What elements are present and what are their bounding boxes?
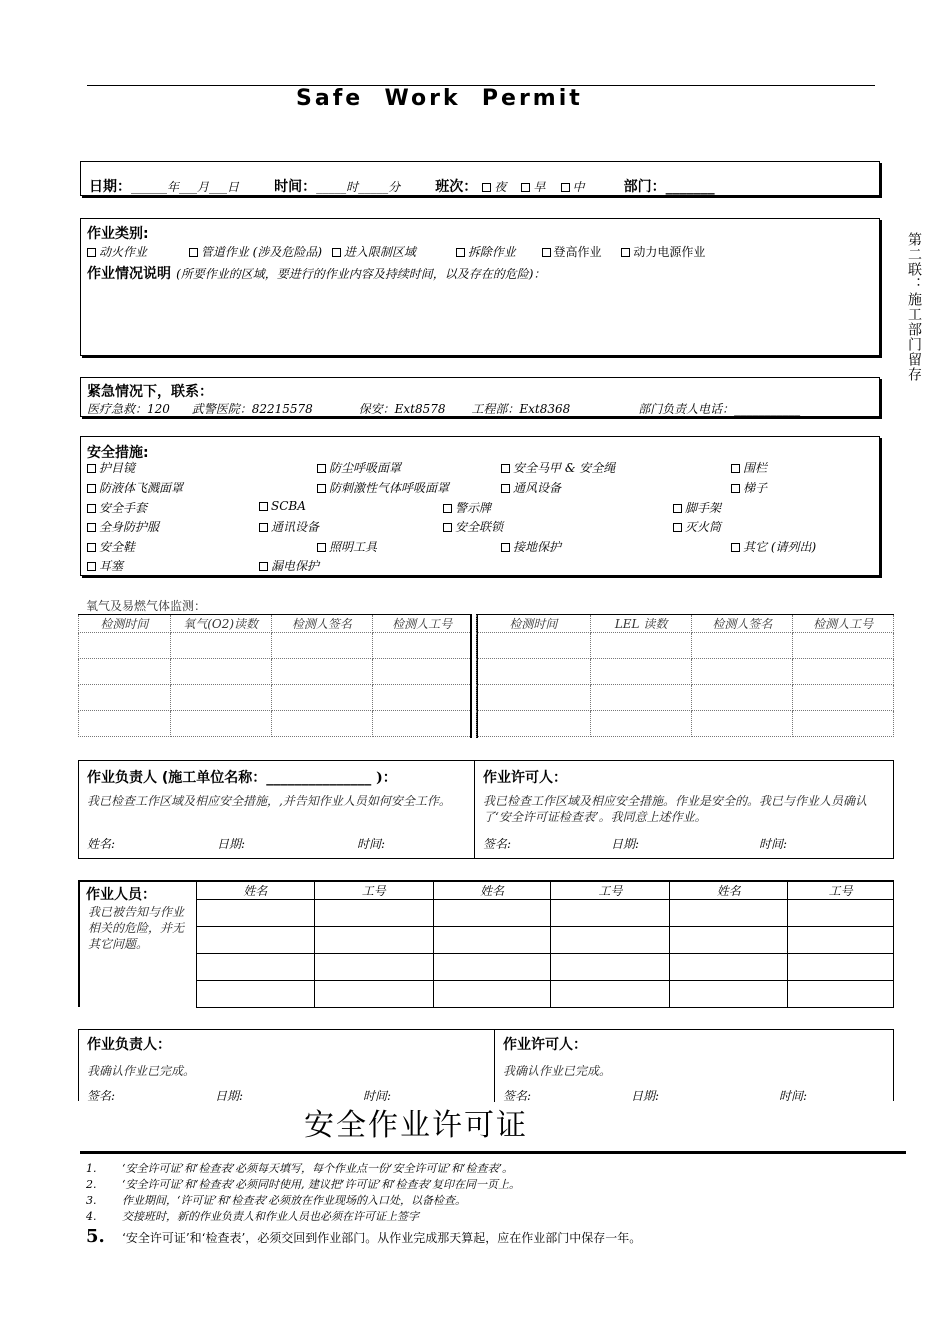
responsible-date-field[interactable]: 日期: <box>217 837 246 851</box>
col-header: LEL 读数 <box>590 615 692 633</box>
safety-item-label: 防尘呼吸面罩 <box>329 461 402 475</box>
safety-item[interactable] <box>443 518 503 535</box>
safety-item[interactable] <box>673 499 721 516</box>
table-cell[interactable] <box>314 900 433 927</box>
shift-option-night[interactable]: 夜 <box>482 180 506 194</box>
gas-table-left <box>78 614 472 737</box>
table-cell[interactable] <box>197 954 315 981</box>
table-cell[interactable] <box>314 954 433 981</box>
table-cell[interactable] <box>670 981 788 1008</box>
work-desc-label: 作业情况说明 <box>87 266 171 282</box>
safety-item-label: 防刺激性气体呼吸面罩 <box>329 481 450 495</box>
completion-issuer-text: 我确认作业已完成。 <box>503 1064 612 1078</box>
table-cell[interactable] <box>692 633 793 659</box>
work-type-height[interactable]: 登高作业 <box>542 245 602 259</box>
safety-item-label: 脚手架 <box>685 501 722 515</box>
issuer-title: 作业许可人： <box>483 770 567 786</box>
safety-item-label: 护目镜 <box>99 461 136 475</box>
table-cell[interactable] <box>433 927 551 954</box>
checkbox-icon <box>87 504 96 513</box>
table-cell[interactable] <box>551 981 670 1008</box>
checkbox-icon <box>87 248 96 257</box>
table-row <box>79 659 472 685</box>
table-cell[interactable] <box>197 981 315 1008</box>
table-cell[interactable] <box>551 927 670 954</box>
col-header: 姓名 <box>197 881 315 900</box>
dept-field[interactable]: _______ <box>665 179 715 195</box>
checkbox-icon <box>456 248 465 257</box>
work-type-power[interactable]: 动力电源作业 <box>621 245 705 259</box>
safety-item[interactable] <box>87 479 183 496</box>
table-cell[interactable] <box>433 981 551 1008</box>
table-cell[interactable] <box>373 659 472 685</box>
safety-item-label: 安全鞋 <box>99 540 136 554</box>
table-cell[interactable] <box>373 685 472 711</box>
safety-item[interactable] <box>317 459 401 476</box>
table-cell[interactable] <box>793 659 894 685</box>
safety-item-label: SCBA <box>271 499 306 513</box>
safety-item-label: 安全手套 <box>99 501 148 515</box>
table-row <box>79 685 472 711</box>
completion-issuer-time[interactable]: 时间: <box>779 1089 808 1103</box>
table-cell[interactable] <box>433 954 551 981</box>
table-row <box>197 900 894 927</box>
table-cell[interactable] <box>590 633 692 659</box>
col-header: 检测人签名 <box>271 615 373 633</box>
table-cell[interactable] <box>170 711 271 737</box>
chinese-title: 安全作业许可证 <box>304 1108 528 1143</box>
safety-item[interactable] <box>501 479 561 496</box>
safety-item-label: 接地保护 <box>513 540 562 554</box>
shift-option-morning[interactable]: 早 <box>521 180 545 194</box>
safety-item-label: 漏电保护 <box>271 559 320 573</box>
safety-section <box>80 436 880 576</box>
table-row <box>477 685 894 711</box>
safety-item-label: 围栏 <box>743 461 768 475</box>
note-item: 2. ‘安全许可证’和‘检查表’必须同时使用, 建议把‘许可证’和‘检查表’复印在同一页上。 <box>86 1178 520 1191</box>
safety-item[interactable] <box>87 499 147 516</box>
table-cell[interactable] <box>477 659 591 685</box>
safety-item[interactable] <box>673 518 721 535</box>
table-row <box>197 927 894 954</box>
table-cell[interactable] <box>170 633 271 659</box>
table-row <box>477 659 894 685</box>
workers-table <box>196 880 894 1008</box>
checkbox-icon <box>332 248 341 257</box>
page-title: Safe Work Permit <box>296 86 583 111</box>
responsible-title: 作业负责人 (施工单位名称： <box>87 770 267 786</box>
table-cell[interactable] <box>477 711 591 737</box>
work-type-demolition[interactable]: 拆除作业 <box>456 245 516 259</box>
table-cell[interactable] <box>551 954 670 981</box>
table-cell[interactable] <box>670 900 788 927</box>
safety-item-label: 照明工具 <box>329 540 378 554</box>
hospital-number: 武警医院：82215578 <box>191 402 313 416</box>
table-row <box>477 711 894 737</box>
checkbox-icon <box>87 464 96 473</box>
safety-item[interactable] <box>87 538 135 555</box>
note-item: 1. ‘安全许可证’和‘检查表’必须每天填写，每个作业点一份‘安全许可证’和‘检查表’。 <box>86 1162 513 1175</box>
note-item: 4. 交接班时，新的作业负责人和作业人员也必须在许可证上签字 <box>86 1210 419 1223</box>
safety-item[interactable] <box>87 557 123 574</box>
work-desc-field[interactable] <box>87 283 873 351</box>
safety-item[interactable] <box>259 518 319 535</box>
safety-item-label: 其它 (请列出) <box>743 540 817 554</box>
safety-item-label: 通风设备 <box>513 481 562 495</box>
work-type-section <box>80 218 880 356</box>
col-header: 检测人工号 <box>793 615 894 633</box>
col-header: 检测人签名 <box>692 615 793 633</box>
safety-item[interactable] <box>731 459 767 476</box>
safety-item-label: 梯子 <box>743 481 768 495</box>
responsible-statement: 我已检查工作区域及相应安全措施，,并告知作业人员如何安全工作。 <box>87 794 451 808</box>
approval-section <box>78 760 894 859</box>
col-header: 氧气(O2)读数 <box>170 615 271 633</box>
completion-issuer-date[interactable]: 日期: <box>631 1089 660 1103</box>
checkbox-icon <box>443 523 452 532</box>
table-cell[interactable] <box>788 954 894 981</box>
safety-item[interactable] <box>731 479 767 496</box>
security-ext: 保安：Ext8578 <box>358 402 446 416</box>
time-label: 时间： <box>274 179 317 195</box>
table-cell[interactable] <box>79 633 171 659</box>
safety-item[interactable] <box>259 499 306 513</box>
table-cell[interactable] <box>271 711 373 737</box>
table-cell[interactable] <box>197 900 315 927</box>
table-cell[interactable] <box>551 900 670 927</box>
checkbox-icon <box>87 484 96 493</box>
checkbox-icon <box>561 183 570 192</box>
checkbox-icon <box>621 248 630 257</box>
table-cell[interactable] <box>788 900 894 927</box>
date-row <box>80 161 880 196</box>
table-cell[interactable] <box>271 633 373 659</box>
safety-item[interactable] <box>731 538 816 555</box>
table-row <box>197 954 894 981</box>
col-header: 工号 <box>788 881 894 900</box>
date-field[interactable]: ______年___月___日 <box>131 180 240 194</box>
checkbox-icon <box>87 523 96 532</box>
safety-item[interactable] <box>501 459 615 476</box>
work-type-hot[interactable]: 动火作业 <box>87 245 147 259</box>
completion-responsible-date[interactable]: 日期: <box>215 1089 244 1103</box>
issuer-time-field[interactable]: 时间: <box>759 837 788 851</box>
table-cell[interactable] <box>477 685 591 711</box>
copy-note: 第二联：施工部门留存 <box>906 232 922 382</box>
safety-item-label: 全身防护服 <box>99 520 160 534</box>
checkbox-icon <box>87 543 96 552</box>
checkbox-icon <box>317 484 326 493</box>
table-cell[interactable] <box>271 685 373 711</box>
checkbox-icon <box>731 464 740 473</box>
checkbox-icon <box>673 523 682 532</box>
checkbox-icon <box>501 464 510 473</box>
engineering-ext: 工程部：Ext8368 <box>471 402 571 416</box>
table-cell[interactable] <box>79 685 171 711</box>
table-cell[interactable] <box>590 659 692 685</box>
checkbox-icon <box>259 502 268 511</box>
col-header: 工号 <box>551 881 670 900</box>
safety-item-label: 耳塞 <box>99 559 124 573</box>
table-cell[interactable] <box>692 659 793 685</box>
table-row <box>197 981 894 1008</box>
table-cell[interactable] <box>793 685 894 711</box>
workers-section <box>78 880 196 1007</box>
bottom-rule <box>80 1151 906 1154</box>
medical-number: 医疗急救：120 <box>87 402 170 416</box>
table-cell[interactable] <box>670 927 788 954</box>
col-header: 检测时间 <box>477 615 591 633</box>
checkbox-icon <box>673 504 682 513</box>
checkbox-icon <box>259 562 268 571</box>
col-header: 工号 <box>314 881 433 900</box>
safety-item-label: 安全马甲 & 安全绳 <box>513 461 616 475</box>
safety-item-label: 警示牌 <box>455 501 492 515</box>
completion-issuer-sign[interactable]: 签名: <box>503 1089 532 1103</box>
table-cell[interactable] <box>590 711 692 737</box>
issuer-date-field[interactable]: 日期: <box>611 837 640 851</box>
completion-responsible-title: 作业负责人： <box>87 1037 171 1053</box>
work-type-confined[interactable]: 进入限制区域 <box>332 245 416 259</box>
checkbox-icon <box>501 543 510 552</box>
col-header: 姓名 <box>670 881 788 900</box>
emergency-label: 紧急情况下，联系： <box>87 384 213 400</box>
safety-item[interactable] <box>87 518 159 535</box>
table-cell[interactable] <box>670 954 788 981</box>
safety-item[interactable] <box>87 459 135 476</box>
safety-item[interactable] <box>317 538 377 555</box>
checkbox-icon <box>731 543 740 552</box>
gas-table-right <box>476 614 894 737</box>
table-cell[interactable] <box>170 685 271 711</box>
table-cell[interactable] <box>692 711 793 737</box>
table-cell[interactable] <box>590 685 692 711</box>
workers-label: 作业人员： <box>86 887 156 903</box>
work-type-pipe[interactable]: 管道作业 (涉及危险品) <box>189 245 322 259</box>
dept-phone-field[interactable]: 部门负责人电话：___________ <box>638 402 801 416</box>
note-item: 5. ‘安全许可证’和‘检查表’，必须交回到作业部门。从作业完成那天算起，应在作业部门中保存一年。 <box>86 1226 642 1247</box>
checkbox-icon <box>87 562 96 571</box>
table-cell[interactable] <box>170 659 271 685</box>
work-desc-hint: (所要作业的区域，要进行的作业内容及持续时间，以及存在的危险)： <box>176 267 546 281</box>
col-header: 姓名 <box>433 881 551 900</box>
safety-item-label: 通讯设备 <box>271 520 320 534</box>
completion-issuer-title: 作业许可人： <box>503 1037 587 1053</box>
date-label: 日期： <box>89 179 131 195</box>
safety-item-label: 灭火筒 <box>685 520 722 534</box>
table-cell[interactable] <box>788 927 894 954</box>
table-cell[interactable] <box>692 685 793 711</box>
safety-label: 安全措施: <box>87 445 149 461</box>
safety-item-label: 安全联锁 <box>455 520 504 534</box>
shift-label: 班次： <box>435 179 478 195</box>
checkbox-icon <box>542 248 551 257</box>
safety-item[interactable] <box>259 557 319 574</box>
dept-label: 部门： <box>623 179 666 195</box>
table-cell[interactable] <box>793 711 894 737</box>
table-cell[interactable] <box>197 927 315 954</box>
table-cell[interactable] <box>793 633 894 659</box>
issuer-statement: 我已检查工作区域及相应安全措施。作业是安全的。我已与作业人员确认了‘安全许可证检查表’。我同意上述作业。 <box>483 794 868 824</box>
responsible-name-field[interactable]: 姓名: <box>87 837 116 851</box>
issuer-sign-field[interactable]: 签名: <box>483 837 512 851</box>
completion-section <box>78 1029 894 1101</box>
safety-item[interactable] <box>317 479 449 496</box>
checkbox-icon <box>731 484 740 493</box>
checkbox-icon <box>482 183 491 192</box>
safety-item[interactable] <box>443 499 491 516</box>
notes <box>86 1160 906 1247</box>
table-cell[interactable] <box>314 927 433 954</box>
workers-statement: 我已被告知与作业相关的危险，并无其它问题。 <box>88 905 185 951</box>
checkbox-icon <box>521 183 530 192</box>
table-cell[interactable] <box>271 659 373 685</box>
checkbox-icon <box>317 464 326 473</box>
table-cell[interactable] <box>314 981 433 1008</box>
time-field[interactable]: _____时_____分 <box>316 180 401 194</box>
checkbox-icon <box>317 543 326 552</box>
completion-responsible-time[interactable]: 时间: <box>363 1089 392 1103</box>
col-header: 检测时间 <box>79 615 171 633</box>
table-row <box>477 633 894 659</box>
table-cell[interactable] <box>788 981 894 1008</box>
table-cell[interactable] <box>433 900 551 927</box>
table-cell[interactable] <box>79 711 171 737</box>
shift-option-middle[interactable]: 中 <box>561 180 585 194</box>
safety-item[interactable] <box>501 538 561 555</box>
table-cell[interactable] <box>79 659 171 685</box>
table-cell[interactable] <box>477 633 591 659</box>
col-header: 检测人工号 <box>373 615 472 633</box>
work-type-label: 作业类别: <box>87 226 149 242</box>
completion-responsible-sign[interactable]: 签名: <box>87 1089 116 1103</box>
note-item: 3. 作业期间，‘许可证’和‘检查表’必须放在作业现场的入口处，以备检查。 <box>86 1194 466 1207</box>
completion-responsible-text: 我确认作业已完成。 <box>87 1064 196 1078</box>
contractor-name-field[interactable]: _______________ )： <box>266 770 397 786</box>
responsible-time-field[interactable]: 时间: <box>357 837 386 851</box>
table-row <box>79 711 472 737</box>
table-cell[interactable] <box>373 711 472 737</box>
gas-label: 氧气及易燃气体监测： <box>86 599 207 613</box>
checkbox-icon <box>259 523 268 532</box>
table-row <box>79 633 472 659</box>
checkbox-icon <box>501 484 510 493</box>
table-cell[interactable] <box>373 633 472 659</box>
safety-item-label: 防液体飞溅面罩 <box>99 481 184 495</box>
checkbox-icon <box>189 248 198 257</box>
emergency-section <box>80 377 880 417</box>
checkbox-icon <box>443 504 452 513</box>
